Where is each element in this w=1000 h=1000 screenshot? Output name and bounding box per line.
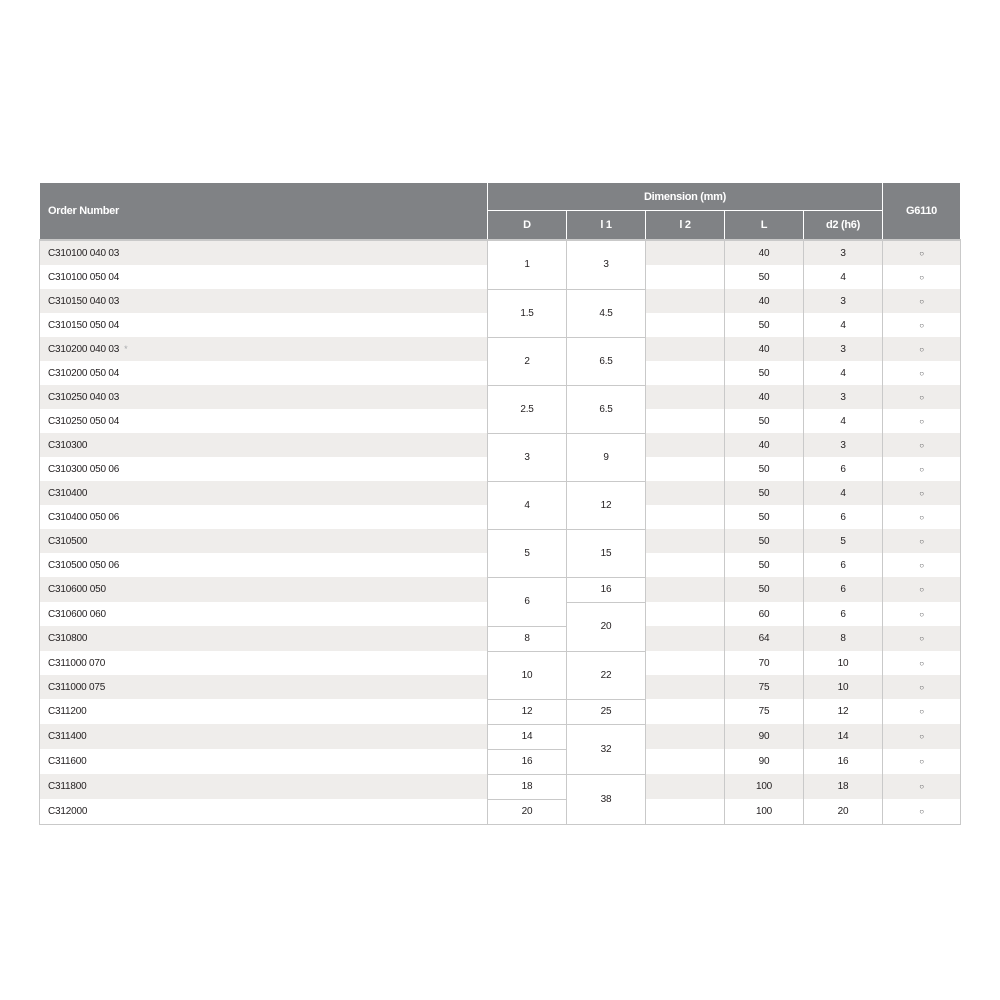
table-row xyxy=(40,577,961,602)
availability-circle-icon: ○ xyxy=(919,707,924,716)
d2-value-cell: 4 xyxy=(804,409,883,433)
order-number-text: C311000 070 xyxy=(48,657,106,669)
grade-availability-cell xyxy=(883,433,961,457)
l2-value-cell xyxy=(646,553,725,577)
availability-circle-icon: ○ xyxy=(919,416,924,426)
table-row xyxy=(40,385,961,409)
d2-value-cell: 4 xyxy=(804,481,883,505)
l2-value-cell xyxy=(646,409,725,433)
order-number-text: C310150 040 03 xyxy=(48,295,120,307)
order-number-header: Order Number xyxy=(40,183,488,241)
l2-value-cell xyxy=(646,577,725,602)
d2-value-cell: 20 xyxy=(804,799,883,824)
availability-circle-icon: ○ xyxy=(919,682,924,692)
order-number-text: C311800 xyxy=(48,781,87,792)
grade-availability-cell xyxy=(883,505,961,529)
availability-circle-icon: ○ xyxy=(919,634,924,643)
l-value-cell: 70 xyxy=(725,651,804,675)
availability-circle-icon: ○ xyxy=(919,782,924,791)
order-number-text: C310100 050 04 xyxy=(48,271,120,283)
availability-circle-icon: ○ xyxy=(919,440,924,450)
d2-value-cell: 6 xyxy=(804,505,883,529)
l-value-cell: 40 xyxy=(725,385,804,409)
grade-availability-cell xyxy=(883,265,961,289)
l1-value-cell: 4.5 xyxy=(567,289,646,337)
grade-availability-cell xyxy=(883,675,961,699)
l-value-cell: 50 xyxy=(725,577,804,602)
col-d2-header: d2 (h6) xyxy=(804,211,883,241)
table-row xyxy=(40,774,961,799)
order-number-cell xyxy=(40,651,488,675)
grade-availability-cell xyxy=(883,481,961,505)
order-number-cell xyxy=(40,409,488,433)
order-number-cell xyxy=(40,385,488,409)
d2-value-cell: 4 xyxy=(804,313,883,337)
l-value-cell: 40 xyxy=(725,289,804,313)
grade-availability-cell xyxy=(883,385,961,409)
grade-availability-cell xyxy=(883,749,961,774)
availability-circle-icon: ○ xyxy=(919,248,924,258)
order-number-cell xyxy=(40,240,488,265)
table-row xyxy=(40,529,961,553)
order-number-cell xyxy=(40,749,488,774)
dimension-group-header: Dimension (mm) xyxy=(488,183,883,211)
d2-value-cell: 10 xyxy=(804,675,883,699)
l2-value-cell xyxy=(646,529,725,553)
grade-availability-cell xyxy=(883,626,961,651)
order-number-text: C310100 040 03 xyxy=(48,247,120,259)
l2-value-cell xyxy=(646,699,725,724)
order-number-text: C310500 050 06 xyxy=(48,559,120,571)
table-row xyxy=(40,749,961,774)
grade-availability-cell xyxy=(883,337,961,361)
order-number-cell xyxy=(40,724,488,749)
availability-circle-icon: ○ xyxy=(919,560,924,570)
d2-value-cell: 18 xyxy=(804,774,883,799)
order-number-text: C311400 xyxy=(48,731,87,742)
availability-circle-icon: ○ xyxy=(919,464,924,474)
order-number-text: C310300 050 06 xyxy=(48,463,120,475)
table-row xyxy=(40,289,961,313)
table-row xyxy=(40,724,961,749)
d2-value-cell: 4 xyxy=(804,265,883,289)
order-number-text: C310250 050 04 xyxy=(48,415,120,427)
order-number-cell xyxy=(40,265,488,289)
l-value-cell: 40 xyxy=(725,240,804,265)
availability-circle-icon: ○ xyxy=(919,806,924,816)
order-number-text: C310200 050 04 xyxy=(48,367,120,379)
order-number-cell xyxy=(40,361,488,385)
l-value-cell: 64 xyxy=(725,626,804,651)
d-value-cell: 8 xyxy=(488,626,567,651)
l-value-cell: 50 xyxy=(725,265,804,289)
d2-value-cell: 6 xyxy=(804,457,883,481)
l-value-cell: 75 xyxy=(725,699,804,724)
d-value-cell: 1.5 xyxy=(488,289,567,337)
l-value-cell: 40 xyxy=(725,433,804,457)
l1-value-cell: 32 xyxy=(567,724,646,774)
d2-value-cell: 6 xyxy=(804,553,883,577)
l-value-cell: 90 xyxy=(725,724,804,749)
availability-circle-icon: ○ xyxy=(919,368,924,378)
table-row xyxy=(40,481,961,505)
d2-value-cell: 3 xyxy=(804,240,883,265)
l1-value-cell: 15 xyxy=(567,529,646,577)
l2-value-cell xyxy=(646,457,725,481)
table-row xyxy=(40,626,961,651)
l2-value-cell xyxy=(646,361,725,385)
l-value-cell: 50 xyxy=(725,409,804,433)
d-value-cell: 2.5 xyxy=(488,385,567,433)
l-value-cell: 40 xyxy=(725,337,804,361)
l-value-cell: 100 xyxy=(725,774,804,799)
l-value-cell: 75 xyxy=(725,675,804,699)
d-value-cell: 16 xyxy=(488,749,567,774)
grade-availability-cell xyxy=(883,361,961,385)
table-row xyxy=(40,699,961,724)
footnote-mark: * xyxy=(124,343,128,354)
grade-availability-cell xyxy=(883,602,961,626)
order-number-cell xyxy=(40,433,488,457)
d2-value-cell: 16 xyxy=(804,749,883,774)
d-value-cell: 1 xyxy=(488,240,567,289)
l2-value-cell xyxy=(646,433,725,457)
l1-value-cell: 20 xyxy=(567,602,646,651)
grade-availability-cell xyxy=(883,289,961,313)
order-number-text: C310150 050 04 xyxy=(48,319,120,331)
grade-availability-cell xyxy=(883,409,961,433)
order-number-text: C310500 xyxy=(48,535,88,547)
order-number-text: C311000 075 xyxy=(48,681,106,693)
l2-value-cell xyxy=(646,749,725,774)
l2-value-cell xyxy=(646,626,725,651)
order-number-cell xyxy=(40,337,488,361)
d2-value-cell: 10 xyxy=(804,651,883,675)
d-value-cell: 18 xyxy=(488,774,567,799)
d2-value-cell: 6 xyxy=(804,577,883,602)
l1-value-cell: 25 xyxy=(567,699,646,724)
table-row xyxy=(40,433,961,457)
grade-availability-cell xyxy=(883,724,961,749)
order-number-cell xyxy=(40,553,488,577)
d2-value-cell: 5 xyxy=(804,529,883,553)
l-value-cell: 50 xyxy=(725,553,804,577)
d-value-cell: 4 xyxy=(488,481,567,529)
order-number-cell xyxy=(40,577,488,602)
d2-value-cell: 3 xyxy=(804,289,883,313)
grade-availability-cell xyxy=(883,651,961,675)
grade-availability-cell xyxy=(883,699,961,724)
order-number-text: C310250 040 03 xyxy=(48,391,120,403)
l-value-cell: 50 xyxy=(725,529,804,553)
d2-value-cell: 12 xyxy=(804,699,883,724)
order-number-text: C311200 xyxy=(48,706,87,717)
availability-circle-icon: ○ xyxy=(919,757,924,766)
d-value-cell: 3 xyxy=(488,433,567,481)
order-number-cell xyxy=(40,626,488,651)
l2-value-cell xyxy=(646,337,725,361)
grade-header: G6110 xyxy=(883,183,961,241)
d-value-cell: 10 xyxy=(488,651,567,699)
availability-circle-icon: ○ xyxy=(919,344,924,354)
grade-availability-cell xyxy=(883,553,961,577)
order-number-cell xyxy=(40,799,488,824)
col-l1-header: l 1 xyxy=(567,211,646,241)
l1-value-cell: 9 xyxy=(567,433,646,481)
l2-value-cell xyxy=(646,724,725,749)
l2-value-cell xyxy=(646,313,725,337)
availability-circle-icon: ○ xyxy=(919,536,924,546)
l2-value-cell xyxy=(646,265,725,289)
order-number-cell xyxy=(40,529,488,553)
order-number-cell xyxy=(40,675,488,699)
table-row xyxy=(40,240,961,265)
grade-availability-cell xyxy=(883,457,961,481)
order-number-cell xyxy=(40,457,488,481)
l1-value-cell: 6.5 xyxy=(567,337,646,385)
l-value-cell: 50 xyxy=(725,481,804,505)
availability-circle-icon: ○ xyxy=(919,272,924,282)
order-number-cell xyxy=(40,505,488,529)
l2-value-cell xyxy=(646,799,725,824)
grade-availability-cell xyxy=(883,577,961,602)
col-l2-header: l 2 xyxy=(646,211,725,241)
l1-value-cell: 12 xyxy=(567,481,646,529)
grade-availability-cell xyxy=(883,774,961,799)
d2-value-cell: 14 xyxy=(804,724,883,749)
dimension-table xyxy=(39,182,961,825)
d-value-cell: 5 xyxy=(488,529,567,577)
l2-value-cell xyxy=(646,240,725,265)
l-value-cell: 100 xyxy=(725,799,804,824)
d2-value-cell: 3 xyxy=(804,433,883,457)
l-value-cell: 60 xyxy=(725,602,804,626)
l1-value-cell: 38 xyxy=(567,774,646,824)
col-l-header: L xyxy=(725,211,804,241)
order-number-text: C310300 xyxy=(48,439,88,451)
col-d-header: D xyxy=(488,211,567,241)
grade-availability-cell xyxy=(883,313,961,337)
l2-value-cell xyxy=(646,602,725,626)
grade-availability-cell xyxy=(883,799,961,824)
l2-value-cell xyxy=(646,481,725,505)
l2-value-cell xyxy=(646,385,725,409)
order-number-cell xyxy=(40,313,488,337)
order-number-text: C310400 xyxy=(48,487,88,499)
d-value-cell: 14 xyxy=(488,724,567,749)
order-number-text: C310200 040 03 xyxy=(48,343,120,355)
l2-value-cell xyxy=(646,651,725,675)
grade-availability-cell xyxy=(883,529,961,553)
l-value-cell: 50 xyxy=(725,361,804,385)
grade-availability-cell xyxy=(883,240,961,265)
availability-circle-icon: ○ xyxy=(919,320,924,330)
order-number-cell xyxy=(40,602,488,626)
d-value-cell: 12 xyxy=(488,699,567,724)
l-value-cell: 50 xyxy=(725,313,804,337)
d-value-cell: 20 xyxy=(488,799,567,824)
order-number-text: C310800 xyxy=(48,633,88,644)
availability-circle-icon: ○ xyxy=(919,585,924,594)
l1-value-cell: 16 xyxy=(567,577,646,602)
availability-circle-icon: ○ xyxy=(919,609,924,619)
availability-circle-icon: ○ xyxy=(919,658,924,668)
l1-value-cell: 6.5 xyxy=(567,385,646,433)
availability-circle-icon: ○ xyxy=(919,392,924,402)
d-value-cell: 2 xyxy=(488,337,567,385)
order-number-text: C310600 050 xyxy=(48,584,106,595)
availability-circle-icon: ○ xyxy=(919,296,924,306)
l2-value-cell xyxy=(646,774,725,799)
l2-value-cell xyxy=(646,289,725,313)
table-row xyxy=(40,337,961,361)
l-value-cell: 90 xyxy=(725,749,804,774)
availability-circle-icon: ○ xyxy=(919,488,924,498)
l2-value-cell xyxy=(646,675,725,699)
order-number-text: C310600 060 xyxy=(48,608,106,620)
d2-value-cell: 4 xyxy=(804,361,883,385)
table-body xyxy=(40,240,961,824)
order-number-cell xyxy=(40,774,488,799)
availability-circle-icon: ○ xyxy=(919,732,924,741)
order-number-cell xyxy=(40,289,488,313)
d2-value-cell: 8 xyxy=(804,626,883,651)
order-number-text: C311600 xyxy=(48,756,87,767)
d2-value-cell: 3 xyxy=(804,337,883,361)
l-value-cell: 50 xyxy=(725,457,804,481)
d2-value-cell: 6 xyxy=(804,602,883,626)
order-number-cell xyxy=(40,481,488,505)
order-number-text: C312000 xyxy=(48,805,88,817)
availability-circle-icon: ○ xyxy=(919,512,924,522)
l1-value-cell: 22 xyxy=(567,651,646,699)
table-row xyxy=(40,799,961,824)
order-number-text: C310400 050 06 xyxy=(48,511,120,523)
table-row xyxy=(40,651,961,675)
order-number-cell xyxy=(40,699,488,724)
l1-value-cell: 3 xyxy=(567,240,646,289)
d-value-cell: 6 xyxy=(488,577,567,626)
d2-value-cell: 3 xyxy=(804,385,883,409)
l2-value-cell xyxy=(646,505,725,529)
l-value-cell: 50 xyxy=(725,505,804,529)
